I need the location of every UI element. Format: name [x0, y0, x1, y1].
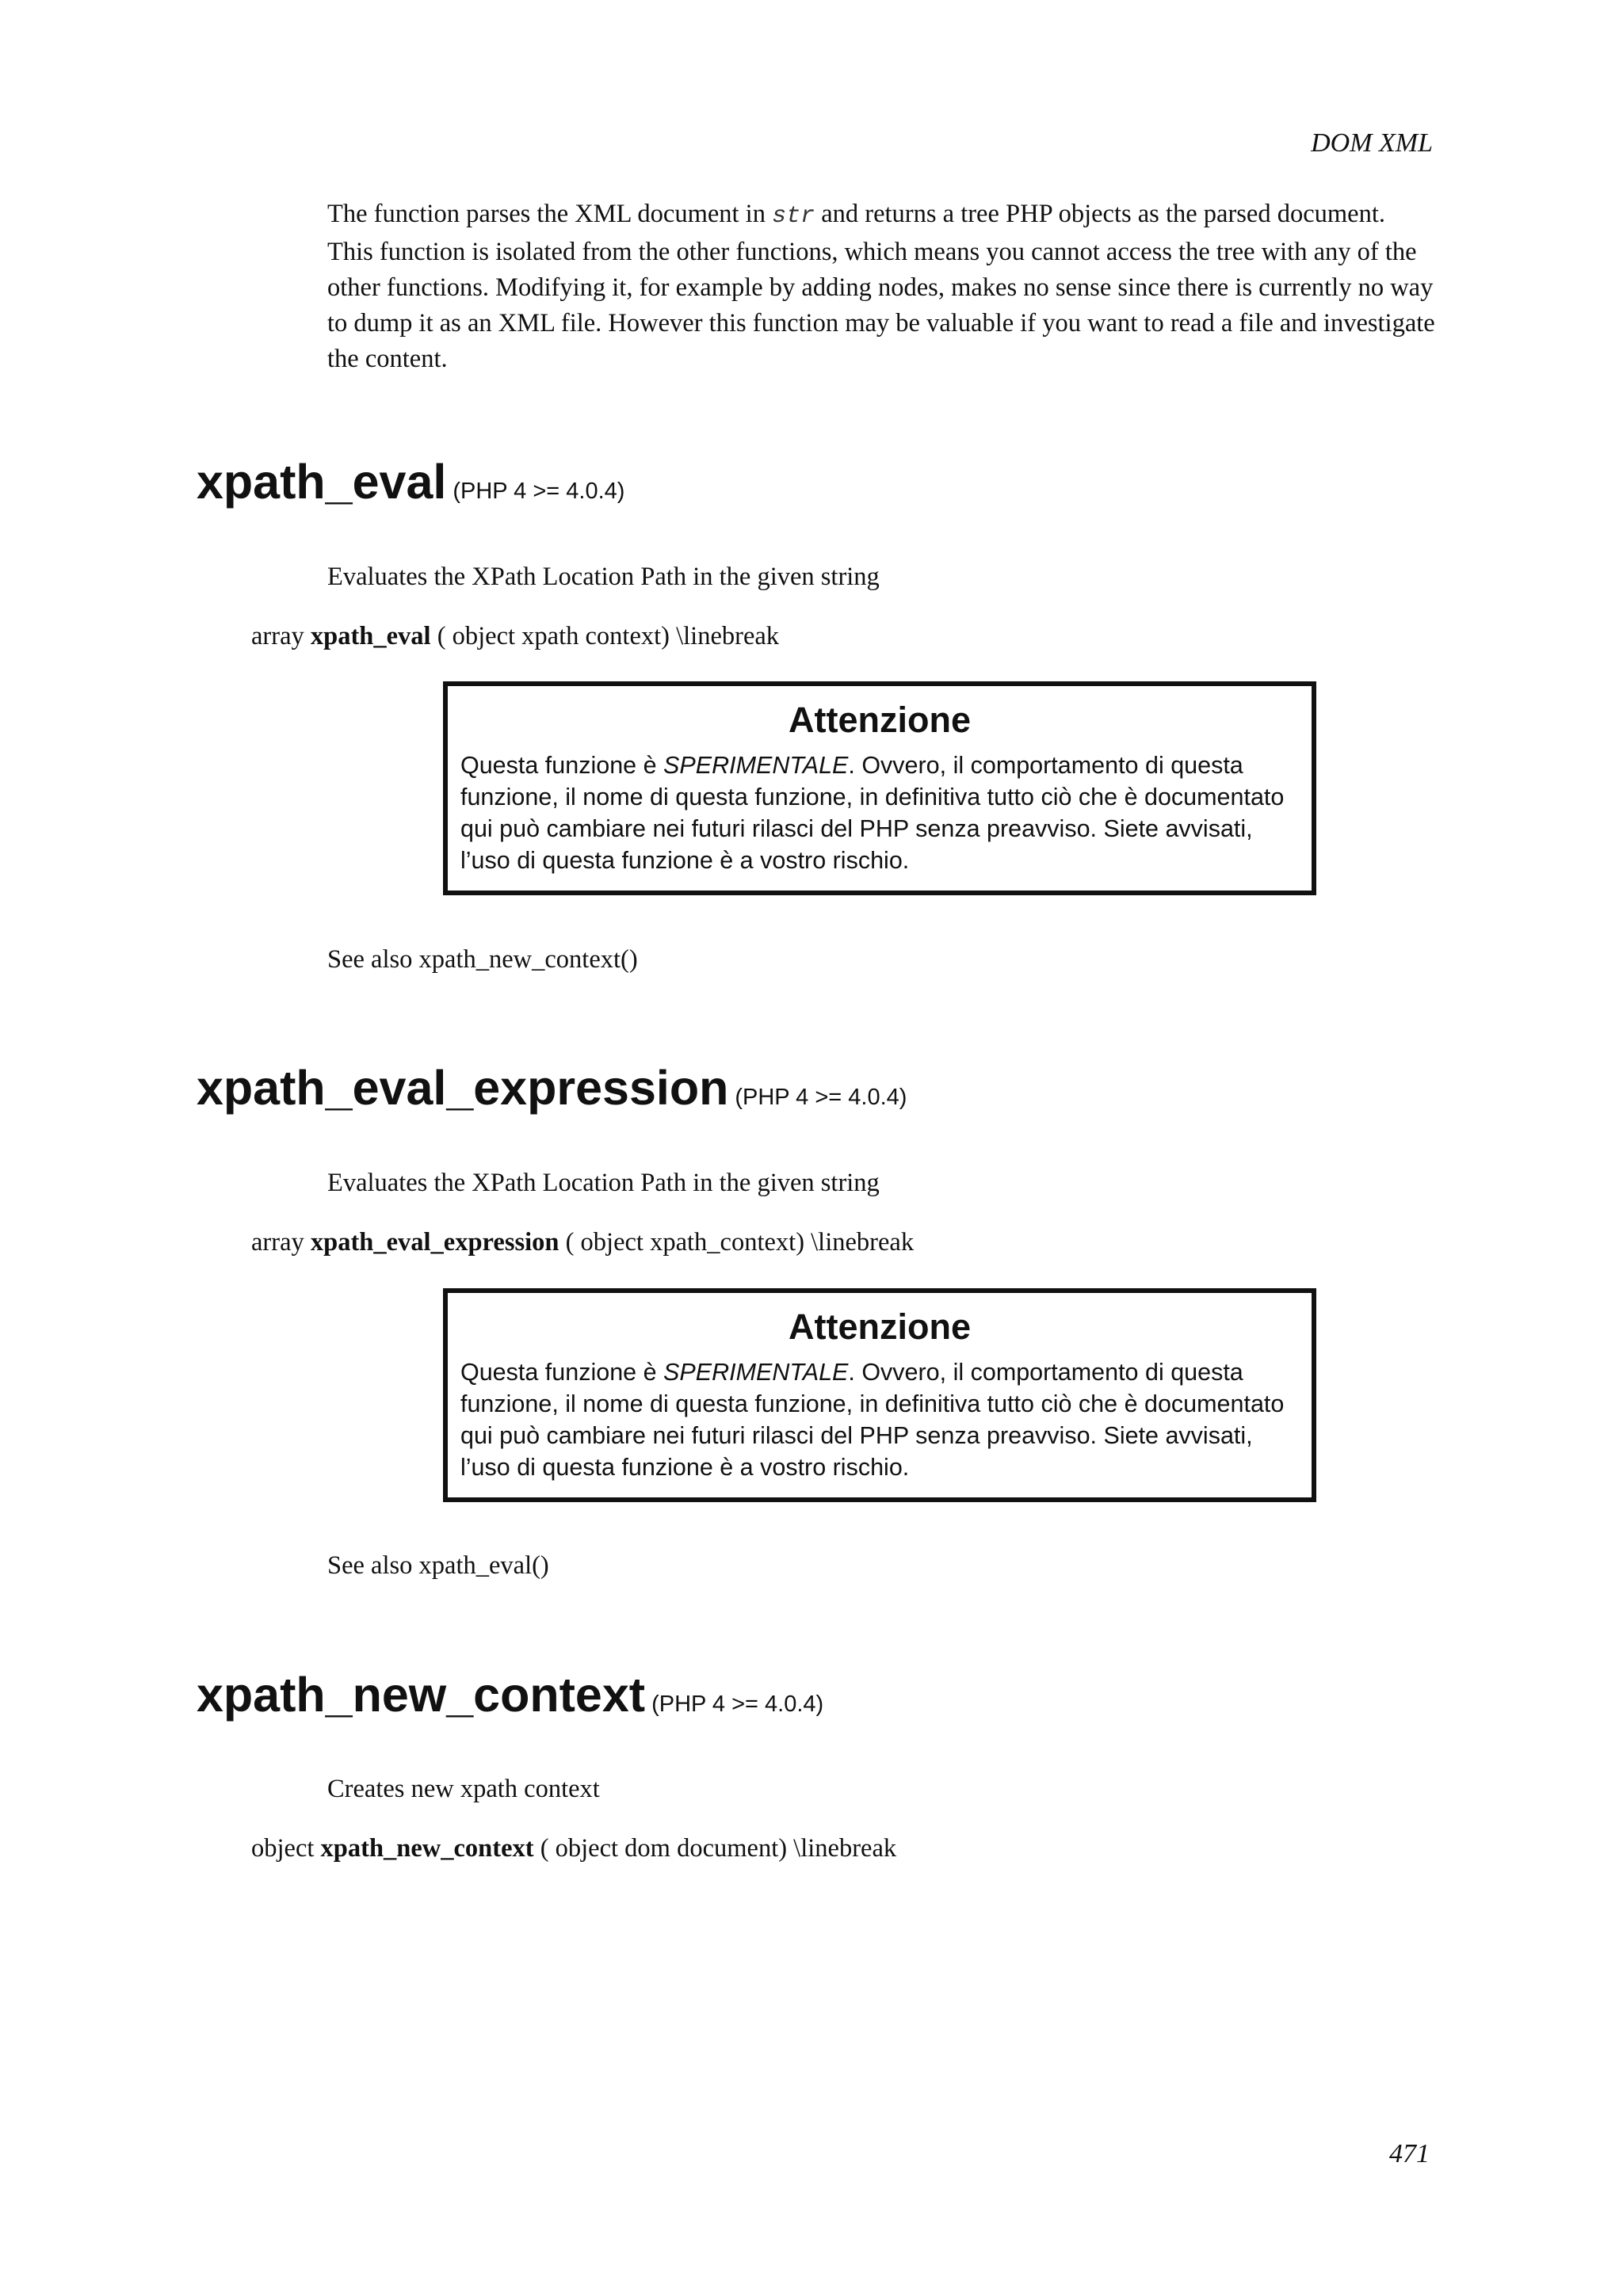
synopsis-function-name: xpath_eval	[310, 622, 431, 650]
function-version: (PHP 4 >= 4.0.4)	[735, 1085, 907, 1110]
warning-text-end: . Ovvero, il comportamento di questa funzione, il nome di questa funzione, in definitiva tutto ciò che è documentato qui può cambiare nei futuri rilasci del PHP senza preavviso. Siete avvisati, l’uso di questa funzione è a vostro rischio.	[460, 1359, 1285, 1481]
function-heading-xpath-new-context	[197, 1667, 823, 1732]
warning-text-start: Questa funzione è	[460, 1359, 664, 1386]
function-heading-xpath-eval	[197, 454, 624, 519]
synopsis-params: ( object dom document) \linebreak	[540, 1834, 897, 1863]
function-synopsis	[251, 1228, 914, 1257]
function-name: xpath_eval	[197, 455, 447, 509]
warning-text-emphasis: SPERIMENTALE	[663, 1359, 849, 1386]
intro-paragraph	[327, 196, 1437, 377]
warning-text	[460, 749, 1299, 876]
intro-code: str	[772, 203, 815, 230]
warning-text-emphasis: SPERIMENTALE	[663, 752, 849, 779]
function-description: Evaluates the XPath Location Path in the given string	[327, 563, 880, 591]
intro-text-end: and returns a tree PHP objects as the parsed document. This function is isolated from the other functions, which means you cannot access the tree with any of the other functions. Modifying it, for example by adding nodes, makes no sense since there is currently no way to dump it as an XML file. However this function may be valuable if you want to read a file and investigate the content.	[327, 200, 1435, 373]
warning-text-start: Questa funzione è	[460, 752, 664, 779]
synopsis-function-name: xpath_new_context	[320, 1834, 534, 1863]
see-also: See also xpath_eval()	[327, 1551, 549, 1580]
intro-text-start: The function parses the XML document in	[327, 200, 773, 228]
page-number: 471	[1389, 2139, 1430, 2168]
function-synopsis	[251, 1834, 896, 1863]
return-type: array	[251, 1228, 304, 1257]
warning-text-end: . Ovvero, il comportamento di questa funzione, il nome di questa funzione, in definitiva tutto ciò che è documentato qui può cambiare nei futuri rilasci del PHP senza preavviso. Siete avvisati, l’uso di questa funzione è a vostro rischio.	[460, 752, 1285, 874]
function-name: xpath_new_context	[197, 1668, 646, 1722]
warning-text	[460, 1356, 1299, 1483]
function-version: (PHP 4 >= 4.0.4)	[453, 479, 625, 504]
synopsis-params: ( object xpath context) \linebreak	[437, 622, 780, 650]
function-description: Creates new xpath context	[327, 1775, 600, 1803]
function-synopsis	[251, 622, 779, 651]
return-type: array	[251, 622, 304, 650]
return-type: object	[251, 1834, 315, 1863]
warning-box	[443, 1288, 1316, 1502]
function-description: Evaluates the XPath Location Path in the given string	[327, 1169, 880, 1197]
function-version: (PHP 4 >= 4.0.4)	[651, 1691, 824, 1717]
see-also: See also xpath_new_context()	[327, 945, 638, 974]
running-header: DOM XML	[1311, 128, 1433, 158]
warning-title: Attenzione	[789, 1306, 971, 1347]
function-name: xpath_eval_expression	[197, 1061, 729, 1115]
warning-title: Attenzione	[789, 700, 971, 740]
function-heading-xpath-eval-expression	[197, 1060, 907, 1125]
synopsis-function-name: xpath_eval_expression	[310, 1228, 559, 1257]
synopsis-params: ( object xpath_context) \linebreak	[565, 1228, 915, 1257]
warning-box	[443, 681, 1316, 895]
